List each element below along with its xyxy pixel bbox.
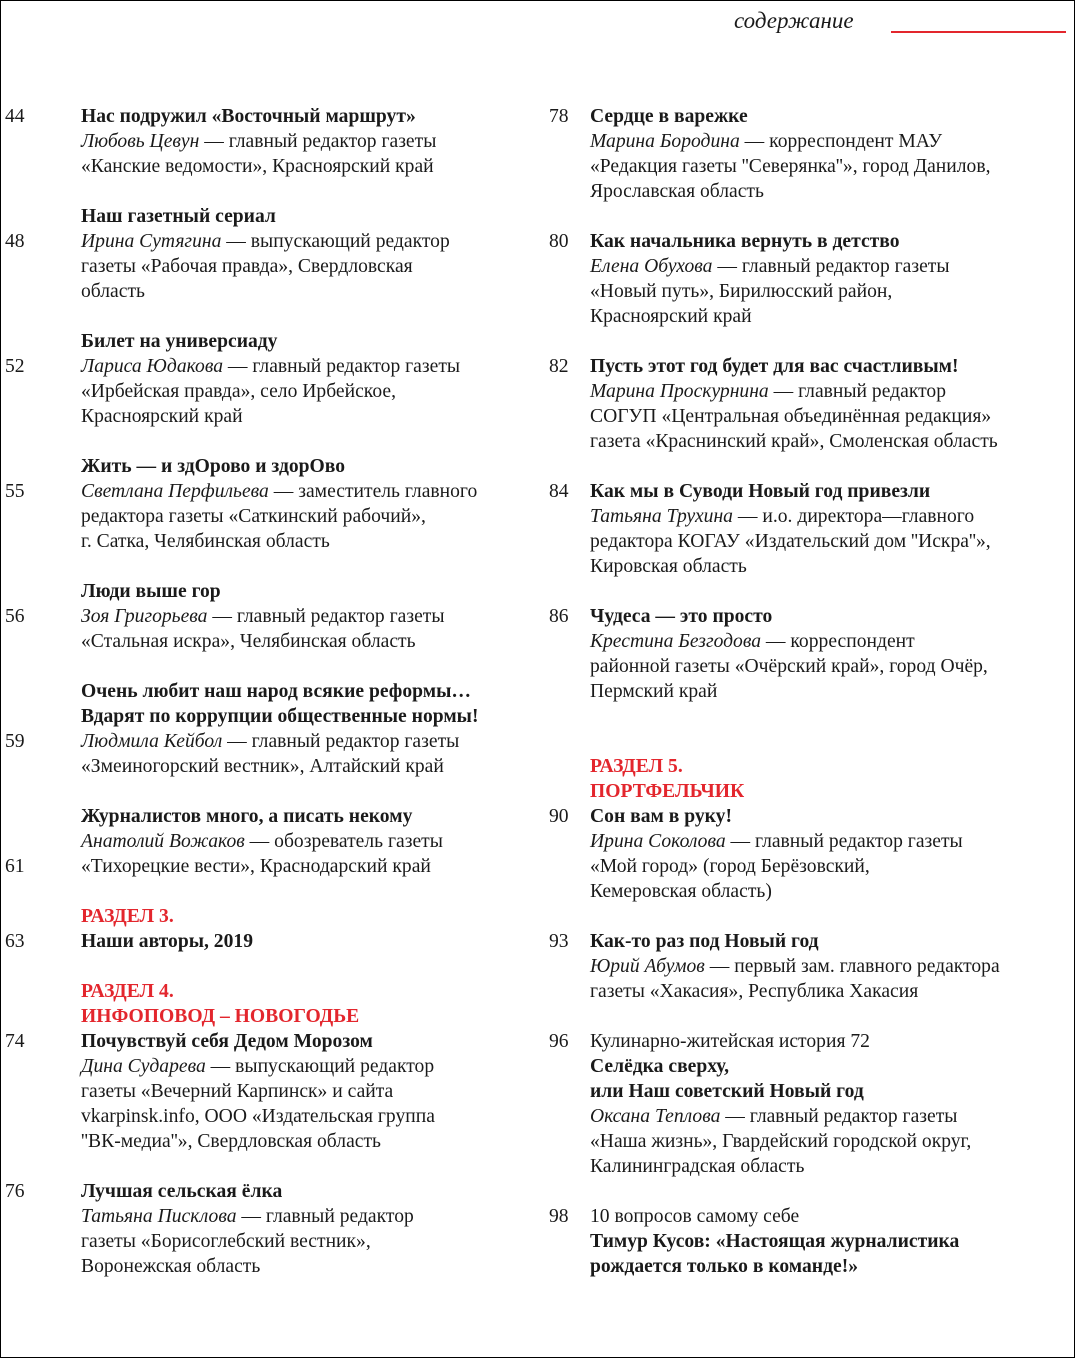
page-number: 96 [549, 1031, 569, 1052]
author-name: Светлана Перфильева [81, 481, 269, 502]
author-role-line: «Мой город» (город Берёзовский, [590, 856, 870, 877]
author-role-line: газеты «Хакасия», Республика Хакасия [590, 981, 919, 1002]
author-role-line: «Редакция газеты ''Северянка''», город Данилов, [590, 156, 991, 177]
entry-title: Наш газетный сериал [81, 206, 276, 227]
author-role: — и.о. директора—главного [732, 506, 975, 527]
toc-entry [549, 229, 1069, 329]
section-label: РАЗДЕЛ 3. [81, 906, 174, 927]
toc-entry [549, 929, 1069, 1004]
entry-title: Сердце в варежке [590, 106, 748, 127]
entry-byline [590, 629, 1069, 654]
author-role: — выпускающий редактор [205, 1056, 435, 1077]
author-name: Марина Проскурнина [590, 381, 769, 402]
page-number: 55 [5, 481, 25, 502]
author-name: Анатолий Вожаков [81, 831, 245, 852]
entry-title: рождается только в команде!» [590, 1256, 859, 1277]
author-role: — главный редактор [768, 381, 946, 402]
entry-byline [81, 1054, 525, 1079]
author-role: — главный редактор [236, 1206, 414, 1227]
section-label: РАЗДЕЛ 5. [590, 756, 683, 777]
toc-entry [549, 479, 1069, 579]
toc-entry [5, 1179, 525, 1279]
author-role: — главный редактор газеты [207, 606, 445, 627]
entry-title: Очень любит наш народ всякие реформы… [81, 681, 471, 702]
author-role-line: газета «Краснинский край», Смоленская область [590, 431, 998, 452]
page-number: 84 [549, 481, 569, 502]
page-number: 78 [549, 106, 569, 127]
entry-byline [81, 479, 525, 504]
author-role-line: СОГУП «Центральная объединённая редакция» [590, 406, 992, 427]
toc-entry [549, 1204, 1069, 1279]
entry-title: Билет на универсиаду [81, 331, 278, 352]
toc-entry [5, 329, 525, 429]
left-column [5, 104, 525, 1279]
entry-title: Как мы в Суводи Новый год привезли [590, 481, 931, 502]
section-label: ИНФОПОВОД – НОВОГОДЬЕ [81, 1006, 360, 1027]
page-number: 48 [5, 231, 25, 252]
entry-byline [81, 829, 525, 854]
author-name: Крестина Безгодова [590, 631, 762, 652]
author-role: — главный редактор газеты [720, 1106, 958, 1127]
author-role-line: «Новый путь», Бирилюсский район, [590, 281, 893, 302]
entry-title: Тимур Кусов: «Настоящая журналистика [590, 1231, 960, 1252]
toc-entry [5, 679, 525, 779]
toc-entry [549, 104, 1069, 204]
page-number: 98 [549, 1206, 569, 1227]
entry-title: Жить — и здОрово и здорОво [81, 456, 346, 477]
page-number: 59 [5, 731, 25, 752]
author-role: — обозреватель газеты [244, 831, 443, 852]
entry-byline [81, 729, 525, 754]
author-name: Дина Сударева [81, 1056, 206, 1077]
entry-title: Почувствуй себя Дедом Морозом [81, 1031, 373, 1052]
author-role-line: «Змеиногорский вестник», Алтайский край [81, 756, 444, 777]
entry-title: Наши авторы, 2019 [81, 931, 253, 952]
entry-title: Лучшая сельская ёлка [81, 1181, 283, 1202]
author-name: Ирина Сутягина [81, 231, 222, 252]
author-role-line: область [81, 281, 145, 302]
author-role-line: г. Сатка, Челябинская область [81, 531, 330, 552]
author-role-line: «Стальная искра», Челябинская область [81, 631, 416, 652]
toc-entry [549, 354, 1069, 454]
entry-byline [590, 1104, 1069, 1129]
author-role-line: Ярославская область [590, 181, 764, 202]
right-column [549, 104, 1069, 1279]
entry-title: Селёдка сверху, [590, 1056, 730, 1077]
entry-title: Вдарят по коррупции общественные нормы! [81, 706, 479, 727]
author-role-line: газеты «Рабочая правда», Свердловская [81, 256, 413, 277]
section-label: ПОРТФЕЛЬЧИК [590, 781, 745, 802]
toc-entry [549, 804, 1069, 904]
author-role-line: «Ирбейская правда», село Ирбейское, [81, 381, 396, 402]
entry-title: Чудеса — это просто [590, 606, 773, 627]
author-role: — главный редактор газеты [712, 256, 950, 277]
page-number: 63 [5, 931, 25, 952]
author-role: — корреспондент [761, 631, 915, 652]
entry-byline [590, 379, 1069, 404]
entry-byline [81, 604, 525, 629]
author-role-line: Пермский край [590, 681, 718, 702]
page-number: 74 [5, 1031, 25, 1052]
entry-byline [590, 829, 1069, 854]
entry-title: Нас подружил «Восточный маршрут» [81, 106, 416, 127]
entry-byline [81, 1204, 525, 1229]
author-role-line: Красноярский край [81, 406, 243, 427]
entry-byline [590, 504, 1069, 529]
author-role-line: Кемеровская область) [590, 881, 772, 902]
page-number: 90 [549, 806, 569, 827]
author-role: — главный редактор газеты [199, 131, 437, 152]
author-role-line: «Наша жизнь», Гвардейский городской округ, [590, 1131, 972, 1152]
author-role-line: vkarpinsk.info, ООО «Издательская группа [81, 1106, 435, 1127]
page-header-title: содержание [734, 8, 854, 33]
toc-entry [5, 1029, 525, 1154]
author-name: Елена Обухова [590, 256, 713, 277]
entry-byline [81, 129, 525, 154]
toc-entry [5, 579, 525, 654]
page-number: 44 [5, 106, 25, 127]
author-name: Лариса Юдакова [81, 356, 223, 377]
author-name: Оксана Теплова [590, 1106, 721, 1127]
toc-entry [5, 929, 525, 954]
author-name: Татьяна Писклова [81, 1206, 237, 1227]
author-role: — заместитель главного [268, 481, 478, 502]
toc-entry [5, 104, 525, 179]
toc-entry [549, 604, 1069, 704]
entry-title: Сон вам в руку! [590, 806, 733, 827]
author-name: Татьяна Трухина [590, 506, 733, 527]
entry-title: или Наш советский Новый год [590, 1081, 864, 1102]
author-role: — главный редактор газеты [725, 831, 963, 852]
author-role-line: «Тихорецкие вести», Краснодарский край [81, 856, 431, 877]
page-number: 80 [549, 231, 569, 252]
author-name: Людмила Кейбол [81, 731, 223, 752]
section-label: РАЗДЕЛ 4. [81, 981, 174, 1002]
author-role-line: Воронежская область [81, 1256, 261, 1277]
author-role: — главный редактор газеты [223, 356, 461, 377]
author-role-line: ''ВК-медиа''», Свердловская область [81, 1131, 381, 1152]
author-role-line: Красноярский край [590, 306, 752, 327]
page-number: 86 [549, 606, 569, 627]
entry-byline [590, 954, 1069, 979]
author-name: Марина Бородина [590, 131, 740, 152]
entry-title: Журналистов много, а писать некому [81, 806, 413, 827]
entry-byline [590, 254, 1069, 279]
entry-byline [81, 229, 525, 254]
header-red-rule [891, 31, 1066, 33]
author-role: — выпускающий редактор [221, 231, 450, 252]
entry-title: Пусть этот год будет для вас счастливым! [590, 356, 959, 377]
author-role-line: газеты «Вечерний Карпинск» и сайта [81, 1081, 394, 1102]
author-role-line: Кировская область [590, 556, 747, 577]
section-heading [549, 754, 1069, 804]
page-number: 56 [5, 606, 25, 627]
toc-entry [5, 804, 525, 879]
entry-title: Как начальника вернуть в детство [590, 231, 900, 252]
author-role-line: «Канские ведомости», Красноярский край [81, 156, 434, 177]
author-name: Ирина Соколова [590, 831, 726, 852]
page-number: 93 [549, 931, 569, 952]
author-name: Любовь Цевун [81, 131, 200, 152]
entry-byline [590, 129, 1069, 154]
author-role: — первый зам. главного редактора [704, 956, 1000, 977]
page-number: 76 [5, 1181, 25, 1202]
author-name: Юрий Абумов [590, 956, 705, 977]
author-role: — главный редактор газеты [222, 731, 460, 752]
page-number: 82 [549, 356, 569, 377]
page-number: 52 [5, 356, 25, 377]
toc-entry [549, 1029, 1069, 1179]
author-role-line: редактора газеты «Саткинский рабочий», [81, 506, 426, 527]
author-role-line: районной газеты «Очёрский край», город Очёр, [590, 656, 988, 677]
entry-title: Люди выше гор [81, 581, 221, 602]
page-number: 61 [5, 856, 25, 877]
author-role: — корреспондент МАУ [739, 131, 943, 152]
entry-rubric: 10 вопросов самому себе [590, 1206, 800, 1227]
entry-rubric: Кулинарно-житейская история 72 [590, 1031, 870, 1052]
section-heading [5, 904, 525, 929]
toc-entry [5, 204, 525, 304]
author-role-line: газеты «Борисоглебский вестник», [81, 1231, 371, 1252]
toc-entry [5, 454, 525, 554]
entry-byline [81, 354, 525, 379]
author-role-line: Калининградская область [590, 1156, 805, 1177]
section-heading [5, 979, 525, 1029]
author-role-line: редактора КОГАУ «Издательский дом ''Искра''», [590, 531, 991, 552]
author-name: Зоя Григорьева [81, 606, 208, 627]
entry-title: Как-то раз под Новый год [590, 931, 819, 952]
